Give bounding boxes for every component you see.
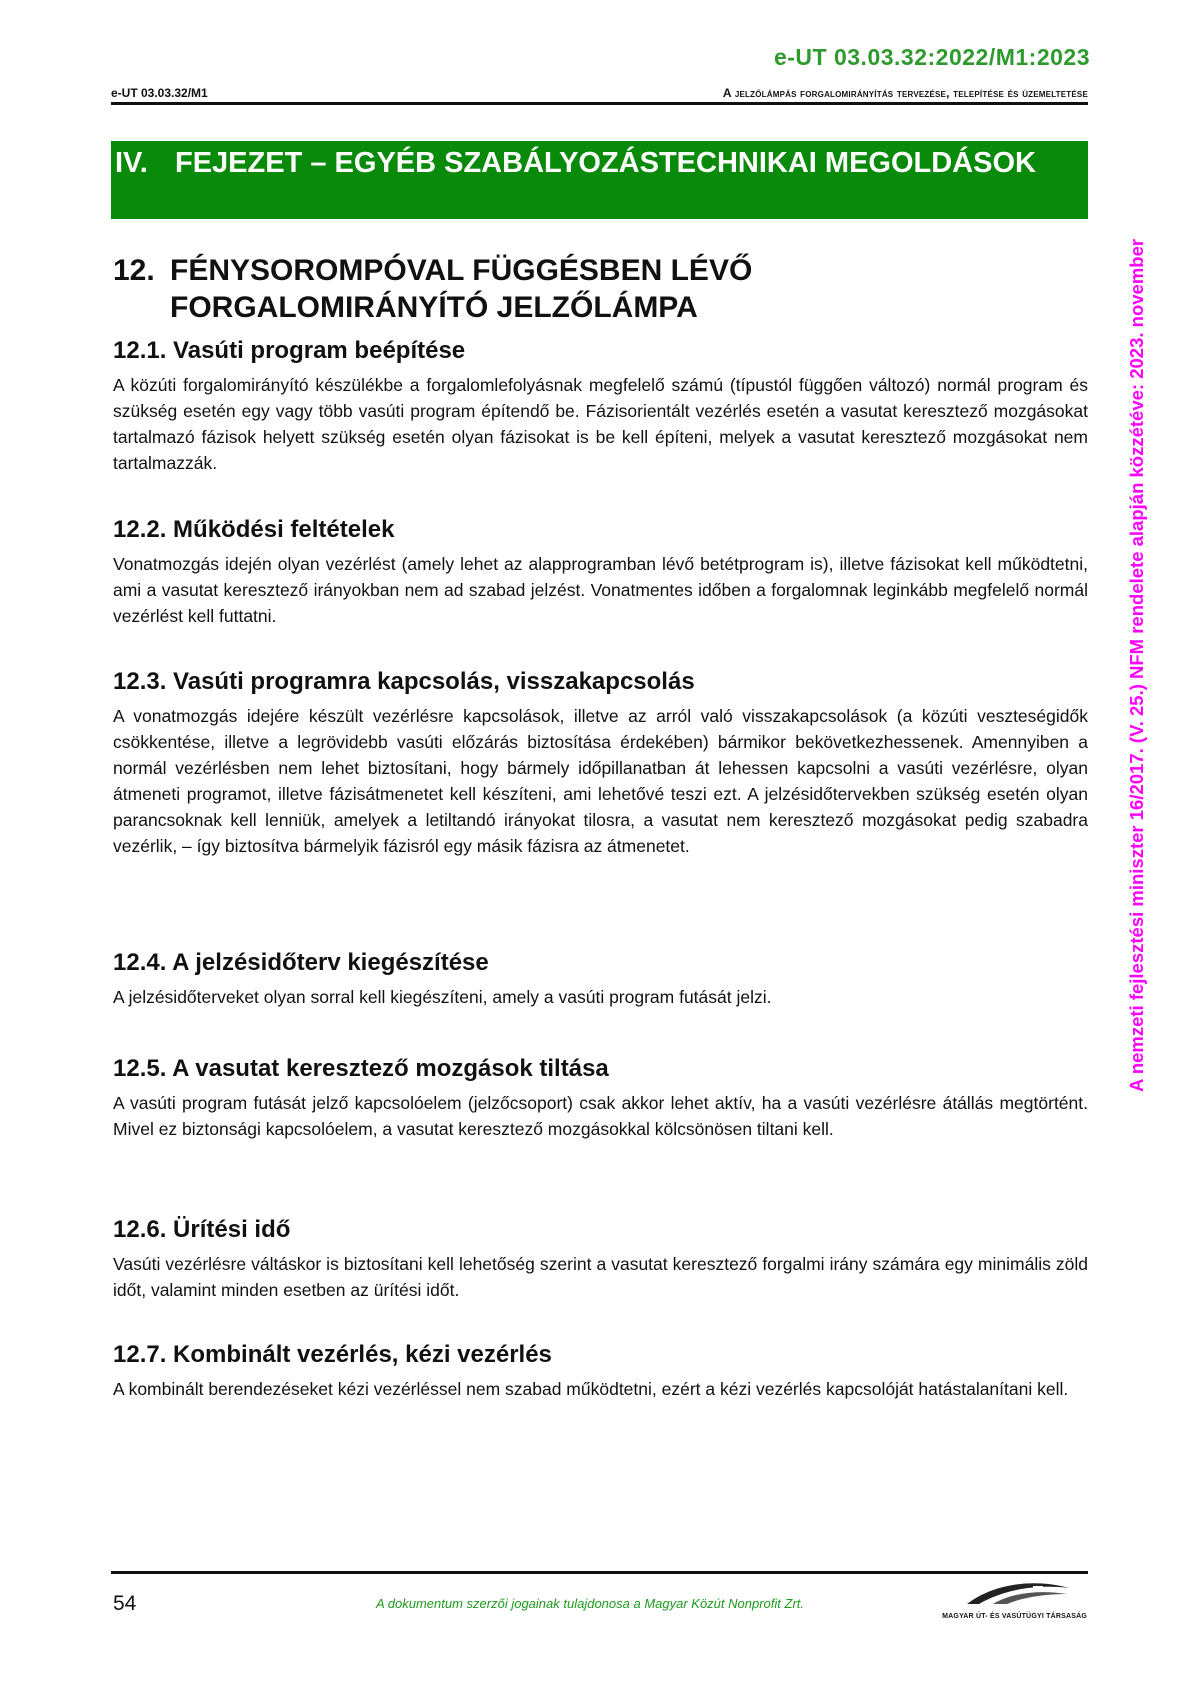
section-12-6	[113, 1215, 1088, 1303]
society-logo	[935, 1580, 1087, 1620]
section-12-2	[113, 515, 1088, 629]
section-12-4	[113, 948, 1088, 1010]
section-12-3	[113, 667, 1088, 859]
section-heading: 12.3. Vasúti programra kapcsolás, visszakapcsolás	[113, 668, 695, 695]
publication-side-note: A nemzeti fejlesztési miniszter 16/2017. (V. 25.) NFM rendelete alapján közzétéve: 2023. november	[1126, 238, 1147, 1092]
section-12-5	[113, 1054, 1088, 1142]
section-12-7	[113, 1340, 1088, 1402]
section-heading: 12.1. Vasúti program beépítése	[113, 337, 466, 364]
main-heading-number: 12.	[113, 254, 155, 287]
running-header-left: e-UT 03.03.32/M1	[111, 86, 208, 100]
section-heading: 12.5. A vasutat keresztező mozgások tiltása	[113, 1055, 609, 1082]
main-heading-title: FÉNYSOROMPÓVAL FÜGGÉSBEN LÉVŐ FORGALOMIRÁNYÍTÓ JELZŐLÁMPA	[170, 254, 753, 324]
section-paragraph: A vasúti program futását jelző kapcsolóelem (jelzőcsoport) csak akkor lehet aktív, ha a vasúti vezérlésre átállás megtörtént. Mivel ez biztonsági kapcsolóelem, a vasutat keresztező mozgásokkal kölcsönösen tiltani kell.	[113, 1093, 1088, 1139]
section-12-1	[113, 336, 1088, 476]
running-header	[111, 86, 1088, 105]
section-paragraph: A vonatmozgás idejére készült vezérlésre kapcsolások, illetve az arról való visszakapcsolások (a közúti veszteségidők csökkentése, illetve a legrövidebb vasúti előzárás biztosítása érdekében) bármikor bekövetkezhessenek. Amennyiben a normál vezérlésben nem lehet biztosítani, hogy bármely időpillanatban át lehessen kapcsolni a vasúti vezérlésre, olyan átmeneti programot, illetve fázisátmenetet kell készíteni, ami lehetővé teszi ezt. A jelzésidőtervekben szükség esetén olyan parancsoknak kell lenniük, amelyek a letiltandó irányokat tilosra, a vasutat nem keresztező mozgásokat pedig szabadra vezérlik, – így biztosítva bármelyik fázisról egy másik fázisra az átmenetet.	[113, 706, 1088, 856]
copyright-notice: A dokumentum szerzői jogainak tulajdonosa a Magyar Közút Nonprofit Zrt.	[375, 1596, 804, 1611]
section-paragraph: Vonatmozgás idején olyan vezérlést (amely lehet az alapprogramban lévő betétprogram is), illetve fázisokat kell működtetni, ami a vasutat keresztező irányokban nem ad szabad jelzést. Vonatmentes időben a forgalomnak leginkább megfelelő normál vezérlést kell futtatni.	[113, 554, 1088, 626]
document-code: e-UT 03.03.32:2022/M1:2023	[773, 44, 1090, 70]
main-heading	[113, 252, 1013, 326]
chapter-title: FEJEZET – EGYÉB SZABÁLYOZÁSTECHNIKAI MEGOLDÁSOK	[175, 147, 1036, 179]
chapter-banner	[111, 141, 1088, 219]
section-paragraph: A jelzésidőterveket olyan sorral kell kiegészíteni, amely a vasúti program futását jelzi.	[113, 987, 772, 1007]
chapter-number: IV.	[115, 147, 148, 179]
section-paragraph: Vasúti vezérlésre váltáskor is biztosítani kell lehetőség szerint a vasutat keresztező forgalmi irány számára egy minimális zöld időt, valamint minden esetben az ürítési időt.	[113, 1254, 1088, 1300]
logo-text: MAGYAR ÚT- ÉS VASÚTÜGYI TÁRSASÁG	[942, 1613, 1087, 1620]
road-swoosh-icon	[963, 1580, 1073, 1606]
running-header-right: A jelzőlámpás forgalomirányítás tervezése, telepítése és üzemeltetése	[722, 86, 1088, 100]
section-paragraph: A közúti forgalomirányító készülékbe a forgalomlefolyásnak megfelelő számú (típustól függően változó) normál program és szükség esetén egy vagy több vasúti program építendő be. Fázisorientált vezérlés esetén a vasutat keresztező mozgásokat tartalmazó fázisok helyett szükség esetén olyan fázisokat is be kell építeni, melyek a vasutat keresztező mozgásokat nem tartalmazzák.	[113, 375, 1088, 473]
section-paragraph: A kombinált berendezéseket kézi vezérléssel nem szabad működtetni, ezért a kézi vezérlés kapcsolóját hatástalanítani kell.	[113, 1379, 1069, 1399]
section-heading: 12.4. A jelzésidőterv kiegészítése	[113, 949, 489, 976]
section-heading: 12.7. Kombinált vezérlés, kézi vezérlés	[113, 1341, 552, 1368]
footer-divider	[111, 1571, 1088, 1574]
section-heading: 12.6. Ürítési idő	[113, 1216, 291, 1243]
section-heading: 12.2. Működési feltételek	[113, 516, 395, 543]
page-number: 54	[113, 1592, 137, 1615]
